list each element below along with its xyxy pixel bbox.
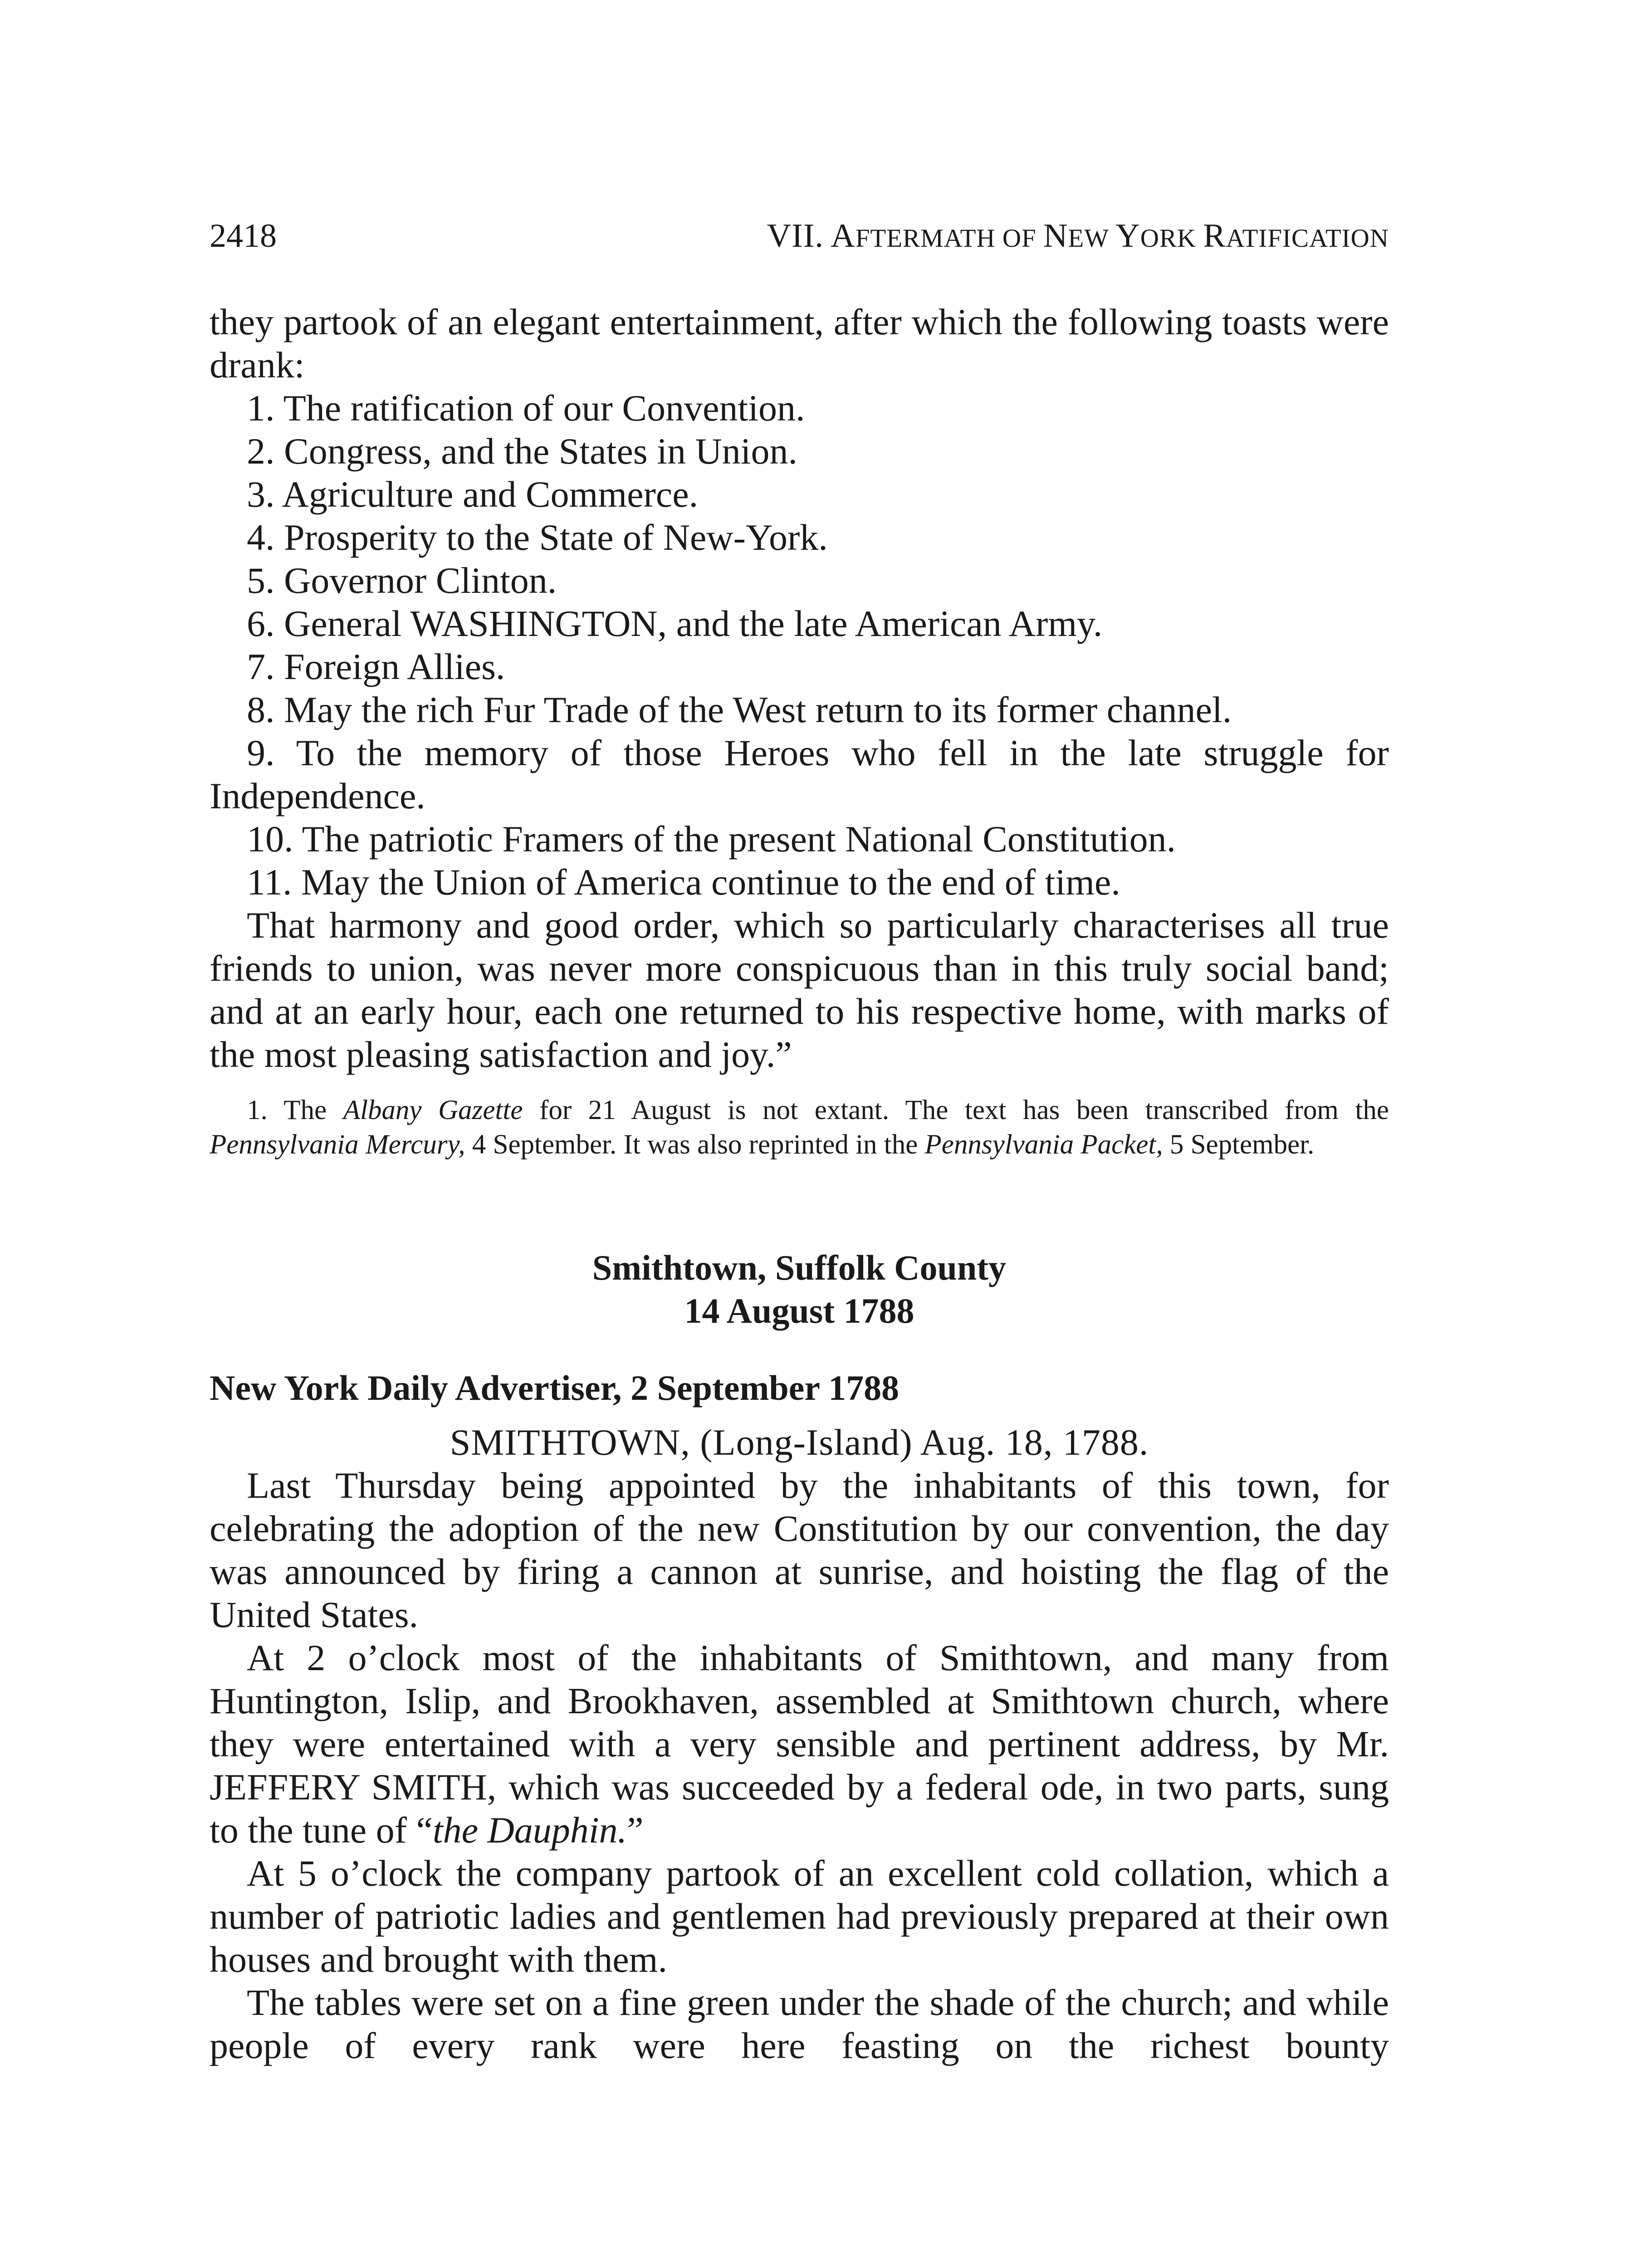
toast-item: 4. Prosperity to the State of New-York. (247, 517, 828, 558)
body-text (210, 300, 1389, 2067)
toast-item: 1. The ratification of our Convention. (247, 387, 805, 429)
toast-item: 9. To the memory of those Heroes who fell in the late struggle for Independence. (210, 732, 1389, 816)
document-page (210, 0, 1389, 2268)
source-heading: New York Daily Advertiser, 2 September 1788 (210, 1368, 900, 1408)
toast-item: 2. Congress, and the States in Union. (247, 430, 797, 472)
section-date: 14 August 1788 (684, 1291, 914, 1330)
toast-item: 3. Agriculture and Commerce. (247, 474, 699, 515)
toast-list (210, 386, 1389, 904)
paragraph-assembly: At 2 o’clock most of the inhabitants of Smithtown, and many from Huntington, Islip, and Brookhaven, assembled at Smithtown church, where they were entertained with a very sensible and pertinent address, by Mr. JEFFERY SMITH, which was succeeded by a federal ode, in two parts, sung to the tune of “the Dauphin.” (210, 1637, 1389, 1851)
footnote-title-pennsylvania-packet: Pennsylvania Packet, (924, 1129, 1163, 1160)
tune-title: the Dauphin. (432, 1809, 627, 1851)
running-title: VII. AFTERMATH OF NEW YORK RATIFICATION (767, 217, 1389, 254)
toast-item: 11. May the Union of America continue to the end of time. (247, 861, 1120, 903)
toast-item: 8. May the rich Fur Trade of the West return to its former channel. (247, 689, 1232, 730)
paragraph-collation: At 5 o’clock the company partook of an excellent cold collation, which a number of patriotic ladies and gentlemen had previously prepared at their own houses and brought with them. (210, 1853, 1389, 1980)
toast-item: 7. Foreign Allies. (247, 646, 505, 687)
footnote: 1. The Albany Gazette for 21 August is not extant. The text has been transcribed from the Pennsylvania Mercury, 4 September. It was also reprinted in the Pennsylvania Packet, 5 September. (210, 1095, 1389, 1160)
section-place: Smithtown, Suffolk County (592, 1248, 1007, 1287)
page-number: 2418 (210, 217, 277, 254)
footnote-title-pennsylvania-mercury: Pennsylvania Mercury, (210, 1129, 465, 1160)
toast-item: 10. The patriotic Framers of the present National Constitution. (247, 818, 1176, 860)
footnote-title-albany-gazette: Albany Gazette (343, 1095, 523, 1125)
dateline: SMITHTOWN, (Long-Island) Aug. 18, 1788. (450, 1422, 1149, 1463)
toast-item: 6. General WASHINGTON, and the late American Army. (247, 603, 1103, 644)
paragraph-tables: The tables were set on a fine green under the shade of the church; and while people of every rank were here feasting on the richest bounty (210, 1982, 1389, 2066)
section-heading (210, 1246, 1389, 1332)
paragraph-celebration: Last Thursday being appointed by the inhabitants of this town, for celebrating the adoption of the new Constitution by our convention, the day was announced by firing a cannon at sunrise, and hoisting the flag of the United States. (210, 1465, 1389, 1635)
opening-paragraph: they partook of an elegant entertainment, after which the following toasts were drank: (210, 301, 1389, 386)
running-head (210, 215, 1389, 256)
closing-paragraph: That harmony and good order, which so particularly characterises all true friends to union, was never more conspicuous than in this truly social band; and at an early hour, each one returned to his respective home, with marks of the most pleasing satisfaction and joy.” (210, 904, 1389, 1075)
toast-item: 5. Governor Clinton. (247, 560, 557, 601)
